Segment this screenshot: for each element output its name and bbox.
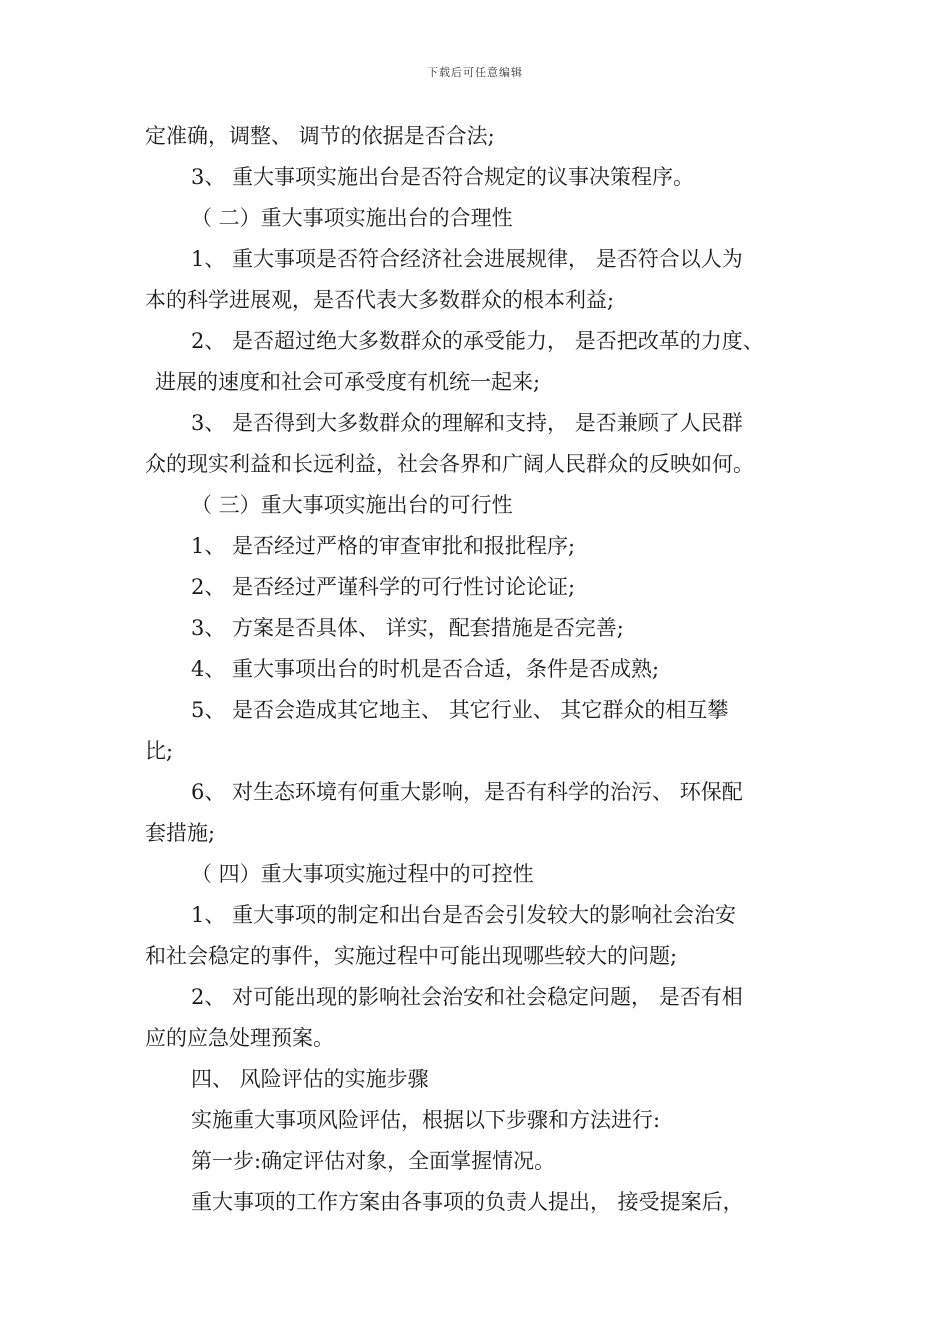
text-line: 3、 是否得到大多数群众的理解和支持， 是否兼顾了人民群 — [191, 411, 743, 435]
section-heading: （ 三）重大事项实施出台的可行性 — [191, 493, 513, 517]
text-line: 2、 是否经过严谨科学的可行性讨论论证; — [191, 575, 576, 599]
text-line: 定准确，调整、 调节的依据是否合法; — [145, 124, 495, 148]
text-line: 重大事项的工作方案由各事项的负责人提出， 接受提案后， — [191, 1190, 744, 1214]
section-heading: （ 四）重大事项实施过程中的可控性 — [191, 862, 534, 886]
document-body — [145, 116, 815, 1223]
text-line: 实施重大事项风险评估，根据以下步骤和方法进行: — [191, 1108, 661, 1132]
text-line: 和社会稳定的事件，实施过程中可能出现哪些较大的问题; — [145, 944, 678, 968]
text-line: 比; — [145, 739, 174, 763]
text-line: 1、 重大事项的制定和出台是否会引发较大的影响社会治安 — [191, 903, 737, 927]
text-line: 进展的速度和社会可承受度有机统一起来; — [155, 370, 541, 394]
text-line: 5、 是否会造成其它地主、 其它行业、 其它群众的相互攀 — [191, 698, 729, 722]
page-header: 下载后可任意编辑 — [427, 66, 523, 79]
section-heading: 四、 风险评估的实施步骤 — [191, 1067, 429, 1091]
section-heading: （ 二）重大事项实施出台的合理性 — [191, 206, 513, 230]
text-line: 1、 是否经过严格的审查审批和报批程序; — [191, 534, 576, 558]
text-line: 套措施; — [145, 821, 216, 845]
text-line: 1、 重大事项是否符合经济社会进展规律， 是否符合以人为 — [191, 247, 743, 271]
text-line: 众的现实利益和长远利益，社会各界和广阔人民群众的反映如何。 — [145, 452, 754, 476]
text-line: 应的应急处理预案。 — [145, 1026, 334, 1050]
text-line: 第一步:确定评估对象，全面掌握情况。 — [191, 1149, 556, 1173]
text-line: 3、 方案是否具体、 详实，配套措施是否完善; — [191, 616, 624, 640]
text-line: 4、 重大事项出台的时机是否合适，条件是否成熟; — [191, 657, 660, 681]
text-line: 本的科学进展观，是否代表大多数群众的根本利益; — [145, 288, 615, 312]
text-line: 3、 重大事项实施出台是否符合规定的议事决策程序。 — [191, 165, 695, 189]
text-line: 2、 是否超过绝大多数群众的承受能力， 是否把改革的力度、 — [191, 329, 764, 353]
text-line: 6、 对生态环境有何重大影响，是否有科学的治污、 环保配 — [191, 780, 743, 804]
text-line: 2、 对可能出现的影响社会治安和社会稳定问题， 是否有相 — [191, 985, 743, 1009]
